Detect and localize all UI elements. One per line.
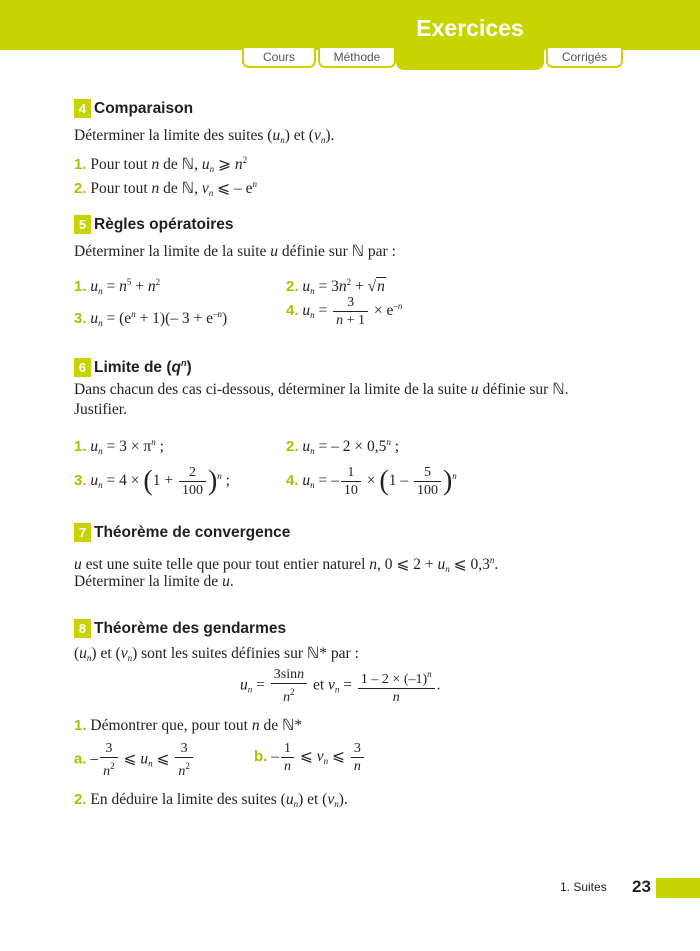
exercise-8	[74, 618, 674, 818]
exercise-4	[74, 98, 674, 198]
exercise-6-intro: Dans chacun des cas ci-dessous, déterminer la limite de la suite u définie sur ℕ.	[74, 381, 569, 398]
exercise-5-title	[74, 214, 674, 236]
exercise-8-item-1: 1. Démontrer que, pour tout n de ℕ*	[74, 717, 303, 734]
exercise-8-definition: $u_n$ = $\frac{3\sin n}{n^2}$ et $v_n$ = $\frac{1 - 2 \times (-1)^n}{n}$ .	[240, 667, 441, 705]
exercise-6-item-4: 4. $u_n$ = – $\frac{1}{10}$ × (1 – $\frac{5}{100}$ )$^n$	[286, 465, 457, 498]
exercise-title-text: Théorème des gendarmes	[94, 620, 287, 637]
exercise-6-title	[74, 352, 674, 374]
exercise-5-item-2: 2. $u_n = 3n^2 + √n$	[286, 277, 385, 296]
exercise-8-item-b: b. – $\frac{1}{n}$ ⩽ $v_n$ ⩽ $\frac{3}{n}$	[254, 740, 366, 775]
exercise-7-intro: u est une suite telle que pour tout entier naturel n, 0 ⩽ $2 + u_n$ ⩽ 0,3$^n$.	[74, 555, 499, 574]
exercise-4-item-2: 2. Pour tout n de ℕ, $v_n$ ⩽ – $e^n$	[74, 179, 257, 198]
exercise-5	[74, 214, 674, 334]
exercise-5-item-3: 3. $u_n = (e^n + 1)(-$ $3 + e^{-n}$)	[74, 309, 228, 328]
exercise-5-item-1: 1. $u_n = n^5 + n^2$	[74, 277, 161, 296]
exercise-6-item-2: 2. $u_n$ = – $2 \times 0,5^n$ ;	[286, 437, 400, 456]
exercise-6-item-1: 1. $u_n = 3 \times \pi^n$ ;	[74, 437, 164, 456]
exercise-number-badge: 7	[74, 523, 91, 542]
exercise-4-intro: Déterminer la limite des suites $(u_n)$ et $(v_n)$.	[74, 127, 335, 145]
exercise-7-intro2: Déterminer la limite de u.	[74, 573, 234, 590]
exercise-number-badge: 6	[74, 358, 91, 377]
exercise-8-item-a: a. – $\frac{3}{n^2}$ ⩽ $u_n$ ⩽ $\frac{3}{n^2}$	[74, 740, 195, 780]
footer-bar	[656, 878, 700, 898]
tab-methode[interactable]: Méthode	[318, 48, 396, 68]
tab-corriges[interactable]: Corrigés	[546, 48, 623, 68]
chapter-label: 1. Suites	[560, 880, 607, 894]
exercise-title-text: Règles opératoires	[94, 216, 234, 233]
exercise-7	[74, 522, 674, 592]
header-bar	[0, 0, 700, 50]
exercise-4-item-1: 1. Pour tout n de ℕ, $u_n$ ⩾ $n^2$	[74, 155, 248, 174]
tab-cours[interactable]: Cours	[242, 48, 316, 68]
exercise-8-intro: $(u_n)$ et $(v_n)$ sont les suites définies sur ℕ* par :	[74, 645, 359, 663]
exercise-8-item-2: 2. En déduire la limite des suites $(u_n)$ et $(v_n)$.	[74, 791, 348, 809]
exercise-6-intro2: Justifier.	[74, 401, 127, 418]
exercise-number-badge: 5	[74, 215, 91, 234]
exercise-title-text: Théorème de convergence	[94, 524, 291, 541]
exercise-7-title	[74, 522, 674, 544]
exercise-number-badge: 8	[74, 619, 91, 638]
exercise-5-intro: Déterminer la limite de la suite u définie sur ℕ par :	[74, 243, 396, 260]
exercise-8-title	[74, 618, 674, 640]
exercise-6-item-3: 3. $u_n = 4 \times (1$ + $\frac{2}{100}$ )$^n$ ;	[74, 465, 230, 498]
exercise-6	[74, 352, 674, 512]
exercise-title-text: Comparaison	[94, 100, 194, 117]
exercise-number-badge: 4	[74, 99, 91, 118]
exercise-4-title	[74, 98, 674, 120]
exercise-title-text: Limite de $(q^n)$	[94, 358, 192, 376]
page-number: 23	[632, 877, 651, 896]
exercise-5-item-4: 4. $u_n$ = $\frac{3}{n + 1}$ × $e^{-n}$	[286, 295, 403, 328]
tab-exercices[interactable]: Exercices	[396, 0, 544, 70]
